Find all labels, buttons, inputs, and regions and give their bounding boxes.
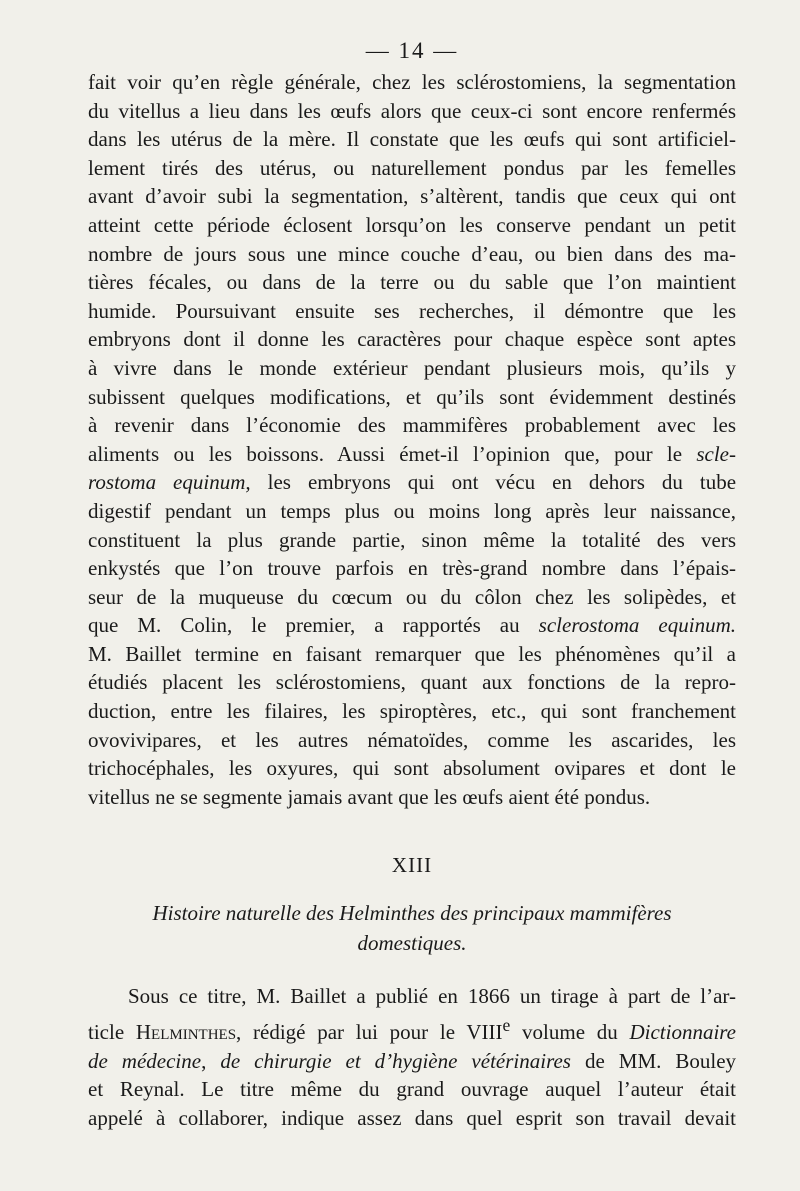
text-line — [88, 1047, 736, 1076]
text-line: subissent quelques modifications, et qu’ils sont évidemment destinés — [88, 384, 736, 409]
text-line: M. Baillet termine en faisant remarquer que les phénomènes qu’il a — [88, 641, 736, 666]
text-run: volume du — [510, 1020, 618, 1045]
section-title — [88, 898, 736, 958]
paragraph-1 — [88, 68, 736, 811]
italic-term: Dictionnaire — [629, 1020, 736, 1045]
text-run: , rédigé par lui pour le VIII — [236, 1020, 503, 1045]
text-run: que M. Colin, le premier, a rapportés au — [88, 613, 520, 638]
text-line: humide. Poursuivant ensuite ses recherches, il démontre que les — [88, 298, 736, 323]
text-line: tières fécales, ou dans de la terre ou du sable que l’on maintient — [88, 270, 736, 295]
text-line: atteint cette période éclosent lorsqu’on les conserve pendant un petit — [88, 212, 736, 237]
text-line: ovovivipares, et les autres nématoïdes, comme les ascarides, les — [88, 727, 736, 752]
section-number: XIII — [391, 853, 433, 878]
text-run: aliments ou les boissons. Aussi émet-il l’opinion que, pour le — [88, 441, 683, 466]
text-line: constituent la plus grande partie, sinon même la totalité des vers — [88, 527, 736, 552]
text-line: trichocéphales, les oxyures, qui sont absolument ovipares et dont le — [88, 756, 736, 781]
paragraph-2 — [88, 982, 736, 1132]
italic-term: rostoma equinum, — [88, 470, 251, 495]
text-line — [88, 440, 736, 469]
text-line: étudiés placent les sclérostomiens, quant aux fonctions de la repro- — [88, 670, 736, 695]
text-line: embryons dont il donne les caractères pour chaque espèce sont aptes — [88, 327, 736, 352]
text-line: nombre de jours sous une mince couche d’eau, ou bien dans des ma- — [88, 241, 736, 266]
italic-term: de chirurgie et d’hygiène vétérinaires — [220, 1048, 571, 1073]
text-run: , — [201, 1048, 207, 1073]
text-line — [88, 468, 736, 497]
text-line: duction, entre les filaires, les spiroptères, etc., qui sont franchement — [88, 699, 736, 724]
section-title-line: domestiques. — [357, 931, 467, 956]
small-caps-term: Helminthes — [135, 1020, 237, 1045]
text-line: avant d’avoir subi la segmentation, s’altèrent, tandis que ceux qui ont — [88, 184, 736, 209]
text-line: à revenir dans l’économie des mammifères probablement avec les — [88, 413, 736, 438]
text-line: Sous ce titre, M. Baillet a publié en 1866 un tirage à part de l’ar- — [128, 984, 736, 1009]
text-line: et Reynal. Le titre même du grand ouvrage auquel l’auteur était — [88, 1077, 736, 1102]
section-title-line: Histoire naturelle des Helminthes des principaux mammifères — [152, 901, 672, 926]
superscript: e — [502, 1015, 511, 1036]
text-line: du vitellus a lieu dans les œufs alors que ceux-ci sont encore renfermés — [88, 98, 736, 123]
text-run: de MM. Bouley — [570, 1048, 736, 1073]
text-line: appelé à collaborer, indique assez dans quel esprit son travail devait — [88, 1105, 736, 1130]
text-line — [88, 611, 736, 640]
text-line: dans les utérus de la mère. Il constate que les œufs qui sont artificiel- — [88, 127, 736, 152]
italic-term: de médecine — [88, 1048, 202, 1073]
text-line: vitellus ne se segmente jamais avant que les œufs aient été pondus. — [88, 784, 651, 809]
italic-term: sclerostoma equinum. — [538, 613, 736, 638]
text-line: seur de la muqueuse du cœcum ou du côlon chez les solipèdes, et — [88, 584, 736, 609]
text-line: à vivre dans le monde extérieur pendant plusieurs mois, qu’ils y — [88, 355, 736, 380]
text-line: enkystés que l’on trouve parfois en très-grand nombre dans l’épais- — [88, 556, 736, 581]
text-line — [88, 1011, 736, 1047]
text-run: ticle — [88, 1020, 125, 1045]
text-line: digestif pendant un temps plus ou moins long après leur naissance, — [88, 498, 736, 523]
page-number: — 14 — — [365, 38, 459, 63]
text-run: les embryons qui ont vécu en dehors du tube — [267, 470, 736, 495]
italic-term: scle- — [696, 441, 736, 466]
text-line: lement tirés des utérus, ou naturellement pondus par les femelles — [88, 155, 736, 180]
text-line: fait voir qu’en règle générale, chez les sclérostomiens, la segmentation — [88, 70, 736, 94]
